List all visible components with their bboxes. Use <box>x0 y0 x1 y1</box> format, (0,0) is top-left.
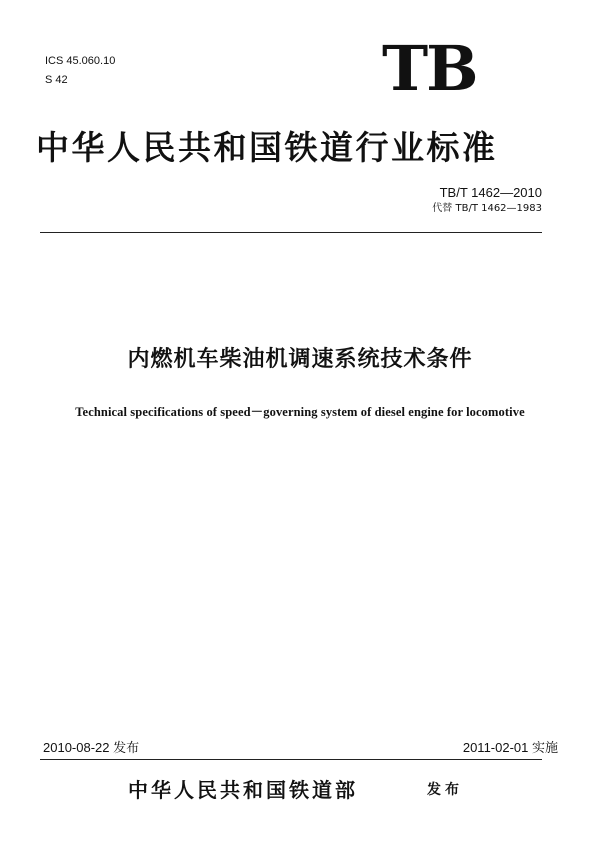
top-divider <box>40 232 542 233</box>
standard-body-title: 中华人民共和国铁道行业标准 <box>36 128 498 167</box>
publish-label: 发布 <box>427 782 463 798</box>
document-title-chinese: 内燃机车柴油机调速系统技术条件 <box>127 347 473 372</box>
standard-number: TB/T 1462—2010 <box>439 185 542 200</box>
implementation-date: 2011-02-01 实施 <box>462 740 558 755</box>
issue-date: 2010-08-22 发布 <box>43 740 140 755</box>
ccs-code: S 42 <box>45 74 68 86</box>
ics-code: ICS 45.060.10 <box>45 55 116 67</box>
publisher-name: 中华人民共和国铁道部 <box>128 778 358 802</box>
document-title-english: Technical specifications of speed－governing system of diesel engine for locomotive <box>75 405 525 419</box>
tb-logo: TB <box>382 32 477 105</box>
replaces-standard: 代替 TB/T 1462—1983 <box>432 203 542 214</box>
bottom-divider <box>40 759 542 760</box>
